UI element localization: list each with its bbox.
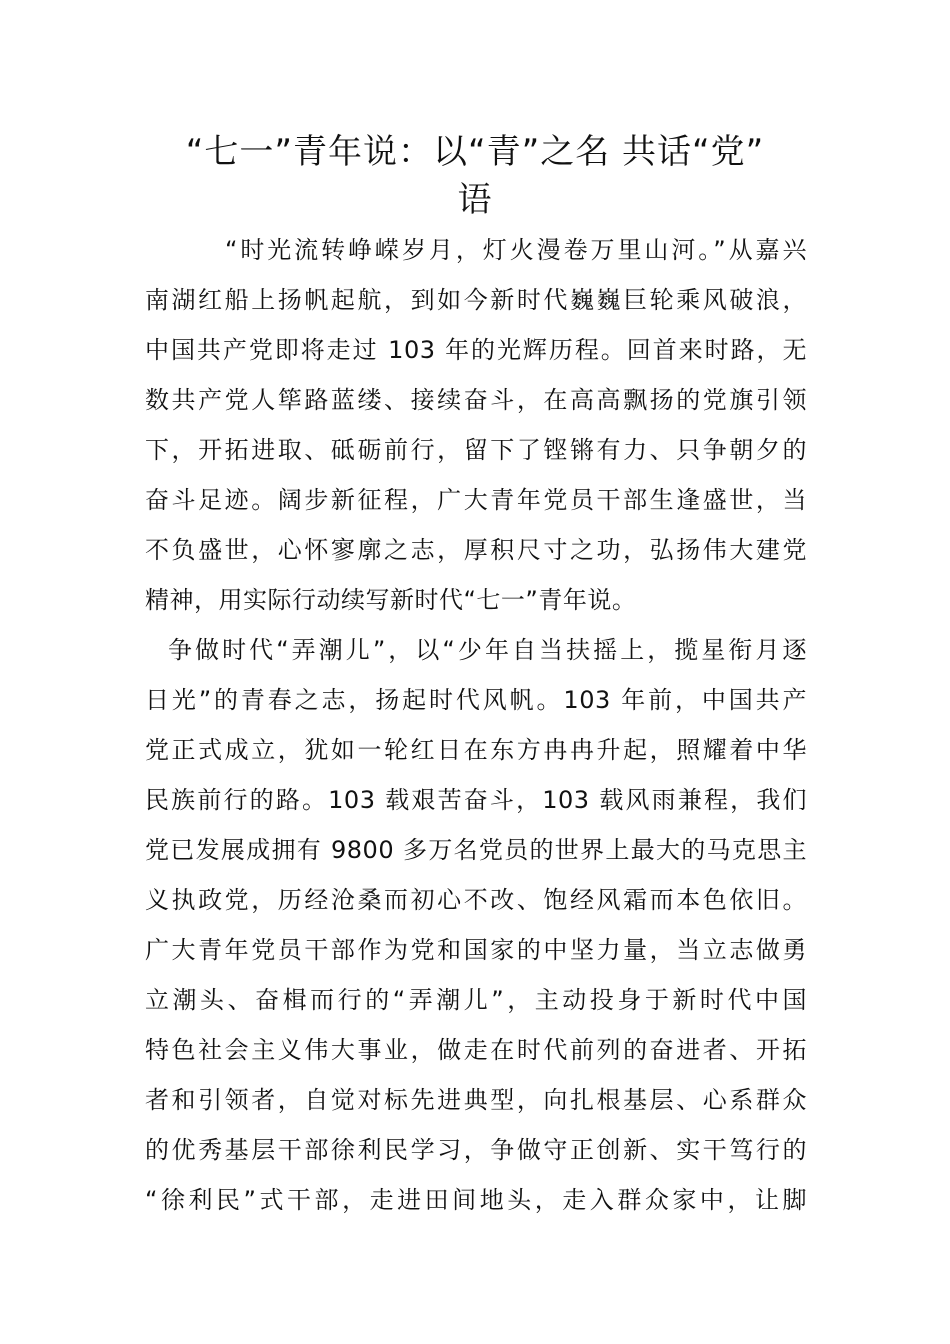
- paragraph-line: 下，开拓进取、砥砺前行，留下了铿锵有力、只争朝夕的: [145, 436, 807, 464]
- paragraph-line: 不负盛世，心怀寥廓之志，厚积尺寸之功，弘扬伟大建党: [145, 536, 807, 564]
- paragraph-line: 中国共产党即将走过 103 年的光辉历程。回首来时路，无: [145, 336, 807, 364]
- paragraph-line: “时光流转峥嵘岁月，灯火漫卷万里山河。”从嘉兴: [225, 236, 807, 264]
- paragraph-line: 民族前行的路。103 载艰苦奋斗，103 载风雨兼程，我们: [145, 786, 807, 814]
- paragraph-line: 奋斗足迹。阔步新征程，广大青年党员干部生逢盛世，当: [145, 486, 807, 514]
- paragraph-line: 的优秀基层干部徐利民学习，争做守正创新、实干笃行的: [145, 1136, 807, 1164]
- paragraph-line: 特色社会主义伟大事业，做走在时代前列的奋进者、开拓: [145, 1036, 807, 1064]
- paragraph-line: 立潮头、奋楫而行的“弄潮儿”，主动投身于新时代中国: [145, 986, 807, 1014]
- paragraph-line: 义执政党，历经沧桑而初心不改、饱经风霜而本色依旧。: [145, 886, 807, 914]
- title-line-2: 语: [457, 180, 493, 220]
- paragraph-line: 南湖红船上扬帆起航，到如今新时代巍巍巨轮乘风破浪，: [145, 286, 807, 314]
- paragraph-line: 党已发展成拥有 9800 多万名党员的世界上最大的马克思主: [145, 836, 807, 864]
- paragraph-line: 广大青年党员干部作为党和国家的中坚力量，当立志做勇: [145, 936, 807, 964]
- paragraph-line: 争做时代“弄潮儿”，以“少年自当扶摇上，揽星衔月逐: [168, 636, 807, 664]
- document-title: [140, 128, 810, 224]
- paragraph-line: 数共产党人筚路蓝缕、接续奋斗，在高高飘扬的党旗引领: [145, 386, 807, 414]
- paragraph-line: “徐利民”式干部，走进田间地头，走入群众家中，让脚: [145, 1186, 807, 1214]
- paragraph-line: 党正式成立，犹如一轮红日在东方冉冉升起，照耀着中华: [145, 736, 807, 764]
- paragraph-line: 者和引领者，自觉对标先进典型，向扎根基层、心系群众: [145, 1086, 807, 1114]
- paragraph-line: 日光”的青春之志，扬起时代风帆。103 年前，中国共产: [145, 686, 807, 714]
- title-line-1: “七一”青年说：以“青”之名 共话“党”: [185, 132, 765, 172]
- paragraph-line: 精神，用实际行动续写新时代“七一”青年说。: [145, 586, 637, 614]
